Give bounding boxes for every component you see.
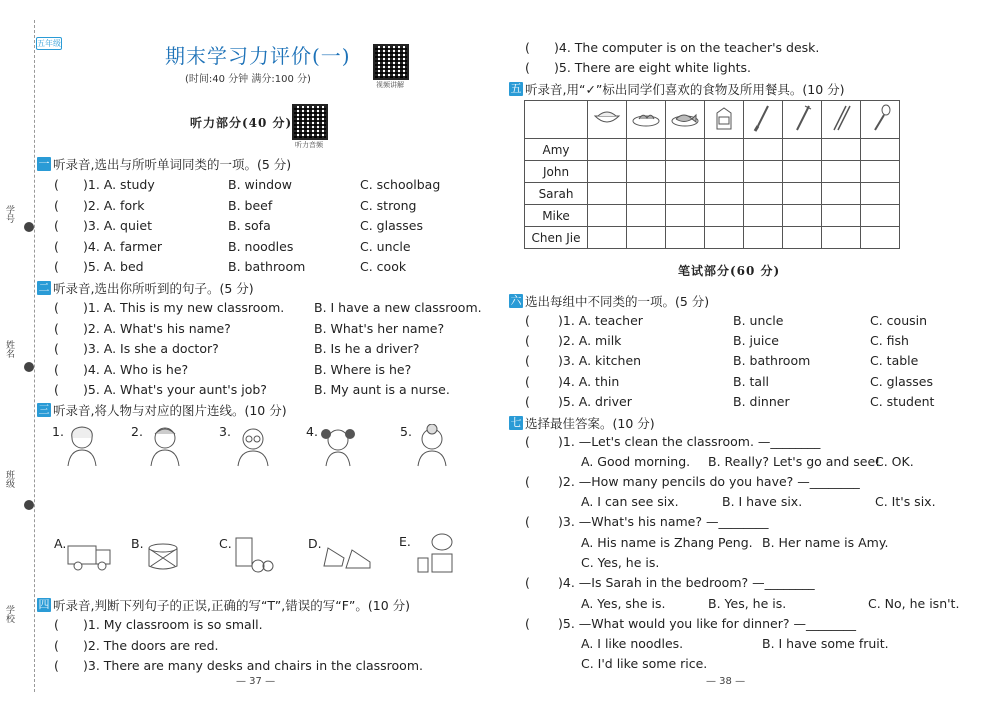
q7-2-option-b: B. I have six. bbox=[722, 494, 803, 509]
q7-5-option-b: B. I have some fruit. bbox=[762, 636, 889, 651]
page-number-left: — 37 — bbox=[236, 676, 276, 687]
page-number-right: — 38 — bbox=[706, 676, 746, 687]
section-badge: 七 bbox=[510, 416, 522, 429]
s1-item-3-option-c: C. glasses bbox=[360, 218, 423, 233]
s6-item-2-option-a: )2. A. milk bbox=[558, 333, 622, 349]
grandma-picture bbox=[412, 424, 452, 468]
section-1-heading bbox=[37, 155, 291, 173]
girl-picture bbox=[318, 424, 358, 468]
s1-item-1-option-b: B. window bbox=[228, 177, 292, 192]
check-cell[interactable] bbox=[666, 227, 705, 249]
answer-blank-open[interactable]: ( bbox=[54, 361, 59, 377]
check-cell[interactable] bbox=[783, 205, 822, 227]
answer-blank-open[interactable]: ( bbox=[54, 259, 59, 274]
person-label-1: 1. bbox=[52, 424, 64, 439]
qr-code-audio[interactable] bbox=[292, 104, 328, 140]
table-row bbox=[525, 183, 900, 205]
answer-blank-open[interactable]: ( bbox=[525, 616, 530, 631]
check-cell[interactable] bbox=[705, 139, 744, 161]
s2-item-4-option-a: )4. A. Who is he? bbox=[83, 361, 189, 377]
s4-item-3-statement: )3. There are many desks and chairs in the classroom. bbox=[83, 658, 423, 673]
check-cell[interactable] bbox=[705, 227, 744, 249]
check-cell[interactable] bbox=[627, 205, 666, 227]
student-name: Mike bbox=[525, 205, 588, 227]
s6-item-3-option-a: )3. A. kitchen bbox=[558, 353, 642, 369]
answer-blank-open[interactable]: ( bbox=[525, 434, 530, 449]
check-cell[interactable] bbox=[861, 183, 900, 205]
student-name: Sarah bbox=[525, 183, 588, 205]
section-7-heading bbox=[509, 414, 655, 432]
answer-blank-open[interactable]: ( bbox=[525, 333, 530, 349]
s2-item-3-option-b: B. Is he a driver? bbox=[314, 341, 420, 356]
s6-item-5-option-c: C. student bbox=[870, 393, 935, 409]
table-row bbox=[525, 227, 900, 249]
s1-item-2-option-c: C. strong bbox=[360, 197, 417, 213]
table-row bbox=[525, 161, 900, 183]
binding-hole bbox=[24, 222, 34, 232]
section-badge: 一 bbox=[38, 157, 50, 170]
fork-icon bbox=[783, 101, 822, 139]
s6-item-1-option-a: )1. A. teacher bbox=[558, 313, 643, 328]
s6-item-2-option-c: C. fish bbox=[870, 333, 909, 349]
s1-item-2-option-a: )2. A. fork bbox=[83, 197, 145, 213]
s1-item-2-option-b: B. beef bbox=[228, 197, 273, 213]
s1-item-4-option-c: C. uncle bbox=[360, 238, 411, 254]
check-cell[interactable] bbox=[588, 139, 627, 161]
q7-3-question: )3. —What's his name? —________ bbox=[558, 514, 769, 529]
q7-2-option-c: C. It's six. bbox=[875, 494, 936, 509]
q7-2-option-a: A. I can see six. bbox=[581, 494, 679, 509]
s1-item-1-option-a: )1. A. study bbox=[83, 177, 155, 192]
spoon-icon bbox=[861, 101, 900, 139]
answer-blank-open[interactable]: ( bbox=[54, 218, 59, 233]
person-label-5: 5. bbox=[400, 424, 412, 439]
answer-blank-open[interactable]: ( bbox=[525, 40, 530, 55]
section-6-heading bbox=[509, 292, 709, 310]
check-cell[interactable] bbox=[705, 205, 744, 227]
q7-5-question: )5. —What would you like for dinner? —________ bbox=[558, 616, 856, 631]
vegetables-icon bbox=[627, 101, 666, 139]
s6-item-4-option-c: C. glasses bbox=[870, 373, 933, 389]
grade-tag: 五年级 bbox=[37, 39, 61, 48]
table-row bbox=[525, 205, 900, 227]
s1-item-4-option-b: B. noodles bbox=[228, 238, 294, 254]
q7-2-question: )2. —How many pencils do you have? —________ bbox=[558, 474, 860, 489]
section-badge: 五 bbox=[510, 82, 522, 95]
s6-item-5-option-b: B. dinner bbox=[733, 393, 790, 409]
check-cell[interactable] bbox=[666, 161, 705, 183]
binding-label-class: 班级 bbox=[4, 470, 14, 488]
section-3-instruction: 听录音,将人物与对应的图片连线。(10 分) bbox=[53, 403, 287, 418]
object-label-d: D. bbox=[308, 536, 322, 551]
check-cell[interactable] bbox=[783, 227, 822, 249]
section-4-heading bbox=[37, 596, 410, 614]
binding-hole bbox=[24, 362, 34, 372]
q7-5-option-a: A. I like noodles. bbox=[581, 636, 684, 651]
s6-item-4-option-b: B. tall bbox=[733, 373, 770, 389]
check-cell[interactable] bbox=[588, 227, 627, 249]
car-picture bbox=[66, 538, 112, 572]
qr-caption-video: 视频讲解 bbox=[376, 81, 404, 89]
section-badge: 六 bbox=[510, 294, 522, 307]
check-cell[interactable] bbox=[705, 183, 744, 205]
grandpa-picture bbox=[232, 424, 274, 468]
table-row bbox=[525, 139, 900, 161]
check-cell[interactable] bbox=[861, 227, 900, 249]
check-cell[interactable] bbox=[666, 139, 705, 161]
check-cell[interactable] bbox=[822, 139, 861, 161]
s4-item-4-statement: )4. The computer is on the teacher's desk. bbox=[554, 40, 820, 55]
check-cell[interactable] bbox=[822, 205, 861, 227]
answer-blank-open[interactable]: ( bbox=[54, 320, 59, 336]
section-2-instruction: 听录音,选出你所听到的句子。(5 分) bbox=[53, 281, 254, 296]
answer-blank-open[interactable]: ( bbox=[54, 617, 59, 632]
shoes-picture bbox=[320, 540, 374, 572]
check-cell[interactable] bbox=[744, 205, 783, 227]
s2-item-1-option-b: B. I have a new classroom. bbox=[314, 300, 482, 315]
table-header-row bbox=[525, 101, 900, 139]
answer-blank-open[interactable]: ( bbox=[525, 313, 530, 328]
check-cell[interactable] bbox=[783, 183, 822, 205]
binding-label-school: 学校 bbox=[4, 605, 14, 623]
answer-blank-open[interactable]: ( bbox=[525, 373, 530, 389]
page-subtitle: (时间:40 分钟 满分:100 分) bbox=[185, 74, 311, 85]
answer-blank-open[interactable]: ( bbox=[54, 658, 59, 673]
section-3-heading bbox=[37, 401, 287, 419]
q7-1-option-b: B. Really? Let's go and see! bbox=[708, 454, 881, 469]
s6-item-1-option-c: C. cousin bbox=[870, 313, 928, 328]
check-cell[interactable] bbox=[744, 183, 783, 205]
food-tableware-table bbox=[524, 100, 900, 249]
check-cell[interactable] bbox=[627, 161, 666, 183]
drum-picture bbox=[145, 540, 181, 572]
s1-item-5-option-a: )5. A. bed bbox=[83, 259, 144, 274]
answer-blank-open[interactable]: ( bbox=[525, 514, 530, 529]
check-cell[interactable] bbox=[744, 227, 783, 249]
man-picture bbox=[145, 424, 185, 468]
check-cell[interactable] bbox=[744, 161, 783, 183]
answer-blank-open[interactable]: ( bbox=[525, 353, 530, 369]
check-cell[interactable] bbox=[588, 183, 627, 205]
student-name: Chen Jie bbox=[525, 227, 588, 249]
q7-4-option-c: C. No, he isn't. bbox=[868, 596, 960, 611]
check-cell[interactable] bbox=[744, 139, 783, 161]
s4-item-2-statement: )2. The doors are red. bbox=[83, 638, 219, 653]
chopsticks-icon bbox=[822, 101, 861, 139]
person-label-4: 4. bbox=[306, 424, 318, 439]
q7-4-question: )4. —Is Sarah in the bedroom? —________ bbox=[558, 575, 815, 590]
s2-item-1-option-a: )1. A. This is my new classroom. bbox=[83, 300, 285, 315]
answer-blank-open[interactable]: ( bbox=[525, 575, 530, 590]
s2-item-5-option-b: B. My aunt is a nurse. bbox=[314, 382, 450, 397]
s6-item-4-option-a: )4. A. thin bbox=[558, 373, 620, 389]
woman-picture bbox=[62, 424, 102, 468]
binding-label-name: 姓名 bbox=[4, 340, 14, 358]
section-5-heading bbox=[509, 80, 845, 98]
milk-icon bbox=[705, 101, 744, 139]
s1-item-5-option-c: C. cook bbox=[360, 259, 407, 274]
check-cell[interactable] bbox=[822, 227, 861, 249]
s1-item-4-option-a: )4. A. farmer bbox=[83, 238, 163, 254]
rice-icon bbox=[588, 101, 627, 139]
section-badge: 四 bbox=[38, 598, 50, 611]
check-cell[interactable] bbox=[627, 183, 666, 205]
answer-blank-open[interactable]: ( bbox=[54, 638, 59, 653]
check-cell[interactable] bbox=[627, 139, 666, 161]
object-label-c: C. bbox=[219, 536, 232, 551]
check-cell[interactable] bbox=[822, 161, 861, 183]
section-badge: 三 bbox=[38, 403, 50, 416]
check-cell[interactable] bbox=[822, 183, 861, 205]
answer-blank-open[interactable]: ( bbox=[54, 341, 59, 356]
s4-item-5-statement: )5. There are eight white lights. bbox=[554, 60, 752, 75]
check-cell[interactable] bbox=[783, 139, 822, 161]
s2-item-3-option-a: )3. A. Is she a doctor? bbox=[83, 341, 219, 356]
s6-item-5-option-a: )5. A. driver bbox=[558, 393, 632, 409]
s1-item-5-option-b: B. bathroom bbox=[228, 259, 306, 274]
s6-item-2-option-b: B. juice bbox=[733, 333, 779, 349]
q7-4-option-b: B. Yes, he is. bbox=[708, 596, 787, 611]
answer-blank-open[interactable]: ( bbox=[525, 393, 530, 409]
binding-label-id: 学号 bbox=[4, 205, 14, 223]
student-name: Amy bbox=[525, 139, 588, 161]
milk-and-eggs-picture bbox=[232, 534, 274, 574]
q7-3-option-a: A. His name is Zhang Peng. bbox=[581, 535, 753, 550]
check-cell[interactable] bbox=[588, 205, 627, 227]
s1-item-3-option-a: )3. A. quiet bbox=[83, 218, 152, 233]
q7-1-option-a: A. Good morning. bbox=[581, 454, 691, 469]
qr-code-video[interactable] bbox=[373, 44, 409, 80]
s6-item-3-option-c: C. table bbox=[870, 353, 919, 369]
answer-blank-open[interactable]: ( bbox=[54, 197, 59, 213]
s2-item-5-option-a: )5. A. What's your aunt's job? bbox=[83, 382, 267, 397]
answer-blank-open[interactable]: ( bbox=[54, 177, 59, 192]
section-6-instruction: 选出每组中不同类的一项。(5 分) bbox=[525, 294, 710, 309]
check-cell[interactable] bbox=[705, 161, 744, 183]
s4-item-1-statement: )1. My classroom is so small. bbox=[83, 617, 263, 632]
s2-item-4-option-b: B. Where is he? bbox=[314, 361, 412, 377]
check-cell[interactable] bbox=[666, 183, 705, 205]
q7-4-option-a: A. Yes, she is. bbox=[581, 596, 666, 611]
s2-item-2-option-b: B. What's her name? bbox=[314, 320, 445, 336]
check-cell[interactable] bbox=[783, 161, 822, 183]
page-title: 期末学习力评价(一) bbox=[165, 44, 351, 68]
student-name: John bbox=[525, 161, 588, 183]
q7-3-option-b: B. Her name is Amy. bbox=[762, 535, 889, 550]
q7-5-option-c: C. I'd like some rice. bbox=[581, 656, 708, 671]
answer-blank-open[interactable]: ( bbox=[54, 238, 59, 254]
q7-1-question: )1. —Let's clean the classroom. —________ bbox=[558, 434, 821, 449]
object-label-e: E. bbox=[399, 534, 411, 549]
section-4-instruction: 听录音,判断下列句子的正误,正确的写“T”,错误的写“F”。(10 分) bbox=[53, 598, 411, 613]
written-part-heading: 笔试部分(60 分) bbox=[678, 264, 781, 278]
fish-icon bbox=[666, 101, 705, 139]
answer-blank-open[interactable]: ( bbox=[525, 474, 530, 489]
bathroom-picture bbox=[414, 532, 462, 576]
s1-item-1-option-c: C. schoolbag bbox=[360, 177, 441, 192]
answer-blank-open[interactable]: ( bbox=[54, 382, 59, 397]
person-label-3: 3. bbox=[219, 424, 231, 439]
listening-part-heading: 听力部分(40 分) bbox=[190, 116, 293, 130]
answer-blank-open[interactable]: ( bbox=[525, 60, 530, 75]
check-cell[interactable] bbox=[861, 139, 900, 161]
q7-1-option-c: C. OK. bbox=[875, 454, 914, 469]
check-cell[interactable] bbox=[666, 205, 705, 227]
section-badge: 二 bbox=[38, 281, 50, 294]
answer-blank-open[interactable]: ( bbox=[54, 300, 59, 315]
q7-3-option-c: C. Yes, he is. bbox=[581, 555, 660, 570]
section-2-heading bbox=[37, 279, 254, 297]
binding-hole bbox=[24, 500, 34, 510]
check-cell[interactable] bbox=[627, 227, 666, 249]
s1-item-3-option-b: B. sofa bbox=[228, 218, 271, 233]
check-cell[interactable] bbox=[588, 161, 627, 183]
check-cell[interactable] bbox=[861, 161, 900, 183]
object-label-b: B. bbox=[131, 536, 144, 551]
section-5-instruction: 听录音,用“✓”标出同学们喜欢的食物及所用餐具。(10 分) bbox=[525, 82, 845, 97]
knife-icon bbox=[744, 101, 783, 139]
s6-item-1-option-b: B. uncle bbox=[733, 313, 784, 328]
qr-caption-audio: 听力音频 bbox=[295, 141, 323, 149]
object-label-a: A. bbox=[54, 536, 67, 551]
section-1-instruction: 听录音,选出与所听单词同类的一项。(5 分) bbox=[53, 157, 292, 172]
check-cell[interactable] bbox=[861, 205, 900, 227]
section-7-instruction: 选择最佳答案。(10 分) bbox=[525, 416, 655, 431]
s2-item-2-option-a: )2. A. What's his name? bbox=[83, 320, 231, 336]
person-label-2: 2. bbox=[131, 424, 143, 439]
s6-item-3-option-b: B. bathroom bbox=[733, 353, 811, 369]
